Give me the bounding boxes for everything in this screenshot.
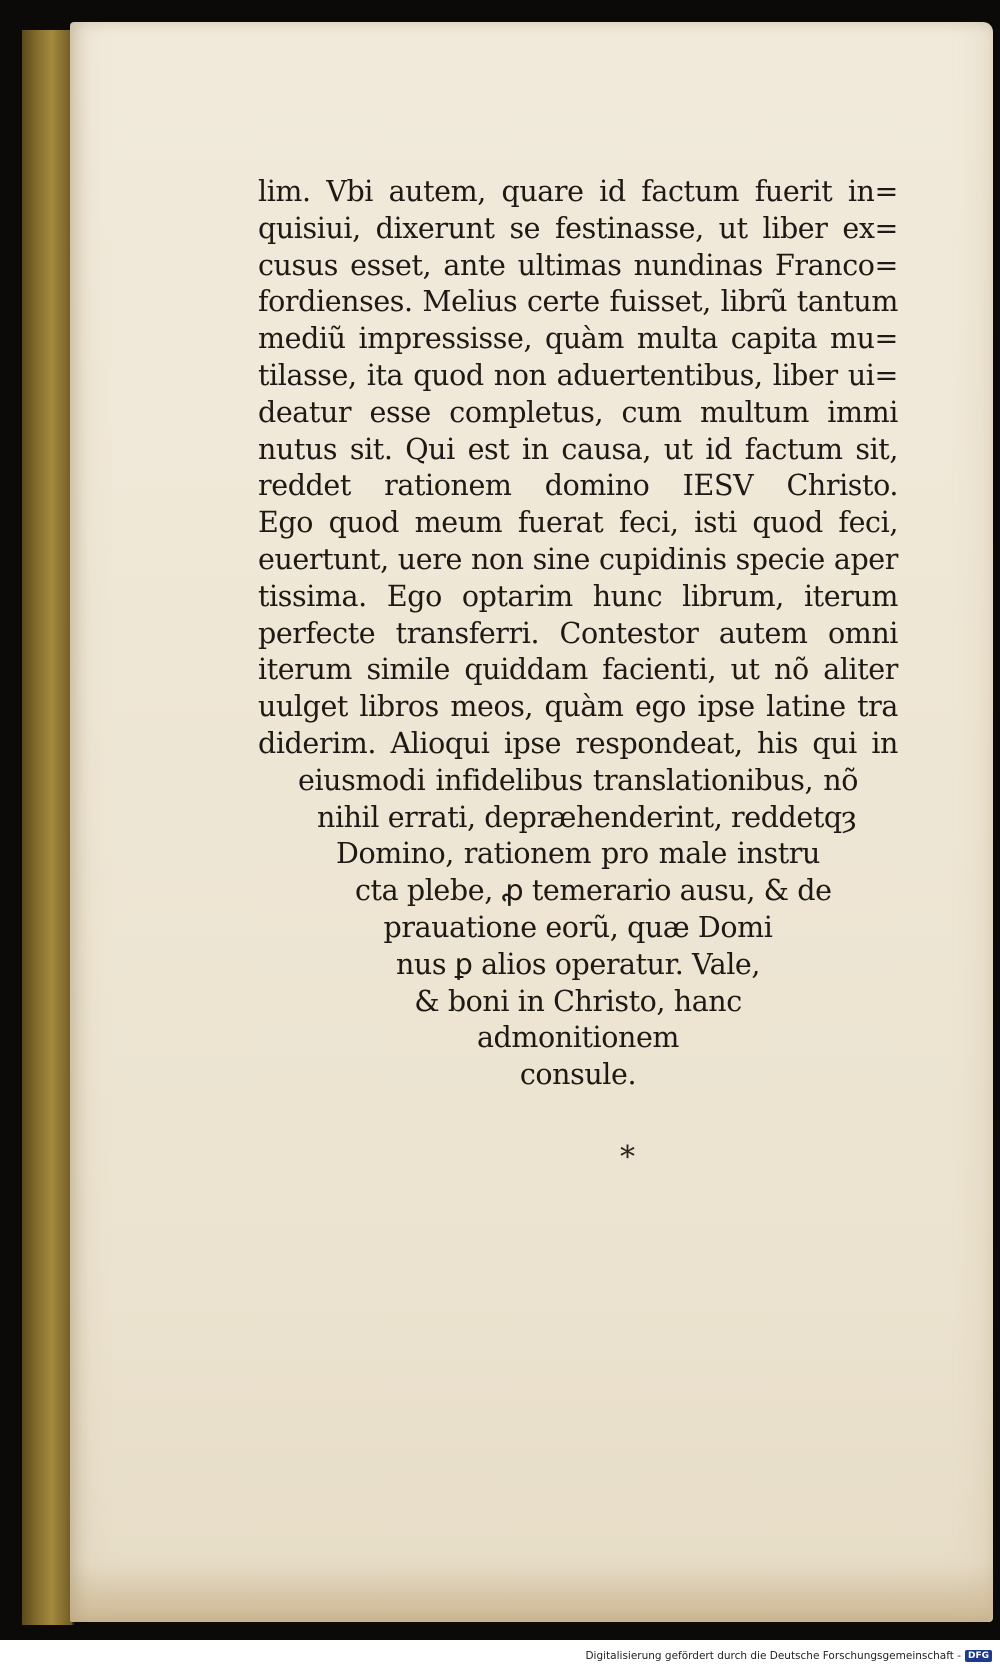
text-line: uulget libros meos, quàm ego ipse latine tra	[258, 690, 898, 724]
page-edge-stain	[70, 1562, 993, 1622]
text-line: consule.	[519, 1058, 637, 1092]
text-line: fordienses. Melius certe fuisset, librũ tantum	[258, 285, 898, 319]
text-line: tilasse, ita quod non aduertentibus, liber ui=	[258, 358, 898, 392]
text-line: & boni in Christo, hanc	[414, 984, 742, 1018]
text-line: quisiui, dixerunt se festinasse, ut liber ex=	[258, 211, 898, 245]
text-line: eiusmodi infidelibus translationibus, nõ	[298, 763, 858, 797]
text-line: tissima. Ego optarim hunc librum, iterum	[258, 579, 898, 613]
dfg-logo-icon: DFG	[965, 1650, 992, 1662]
text-line: Ego quod meum fuerat feci, isti quod feci,	[258, 506, 898, 540]
text-line: mediũ impressisse, quàm multa capita mu=	[258, 322, 898, 356]
closing-asterisk: *	[620, 1140, 635, 1175]
text-line: nus ꝑ alios operatur. Vale,	[395, 947, 761, 981]
text-line: cusus esset, ante ultimas nundinas Franco=	[258, 248, 898, 282]
latin-text-block	[258, 174, 898, 1094]
footer-credit	[585, 1648, 992, 1664]
text-line: Domino, rationem pro male instru	[336, 837, 820, 871]
text-line: nutus sit. Qui est in causa, ut id factum sit,	[258, 432, 898, 466]
text-line: deatur esse completus, cum multum immi	[258, 395, 898, 429]
text-line: prauatione eorũ, quæ Domi	[383, 910, 773, 944]
text-line: cta plebe, ꝓ temerario ausu, & de	[355, 874, 832, 908]
text-line: reddet rationem domino IESV Christo.	[258, 469, 898, 503]
text-line: lim. Vbi autem, quare id factum fuerit in=	[258, 175, 898, 208]
text-line: diderim. Alioqui ipse respondeat, his qui in	[258, 726, 898, 760]
text-line: nihil errati, depræhenderint, reddetqȝ	[317, 800, 857, 834]
text-line: perfecte transferri. Contestor autem omni	[258, 616, 898, 650]
text-line: admonitionem	[476, 1021, 680, 1055]
footer-credit-text: Digitalisierung gefördert durch die Deutsche Forschungsgemeinschaft -	[585, 1650, 961, 1662]
text-line: euertunt, uere non sine cupidinis specie aper	[258, 542, 898, 576]
text-line: iterum simile quiddam facienti, ut nõ aliter	[258, 653, 898, 687]
book-spine	[22, 30, 74, 1625]
